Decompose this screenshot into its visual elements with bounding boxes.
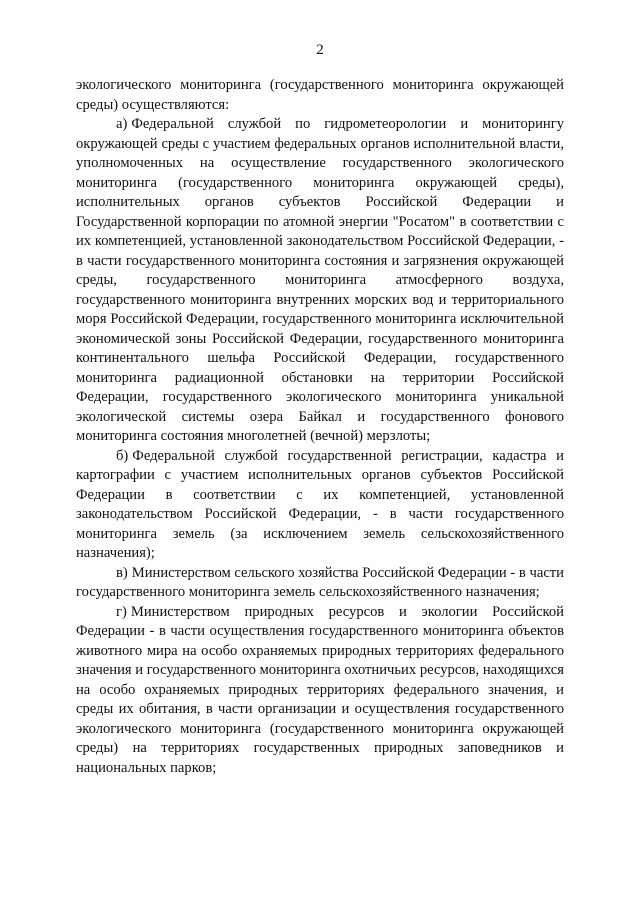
paragraph-text: экологического мониторинга (государственного мониторинга окружающей среды) осуществляются:: [76, 77, 564, 113]
paragraph-item-b: [76, 447, 564, 564]
paragraph-text: Министерством природных ресурсов и экологии Российской Федерации - в части осуществления государственного мониторинга объектов животного мира на особо охраняемых природных территориях федерального значения и государственного мониторинга охотничьих ресурсов, находящихся на особо охраняемых природных территориях федерального значения, и среды их обитания, в части организации и осуществления государственного экологического мониторинга (государственного мониторинга окружающей среды) на территориях государственных природных заповедников и национальных парков;: [76, 603, 564, 776]
paragraph-text: Федеральной службой государственной регистрации, кадастра и картографии с участием исполнительных органов субъектов Российской Федерации в соответствии с их компетенцией, установленной законодательством Российской Федерации, - в части государственного мониторинга земель (за исключением земель сельскохозяйственного назначения);: [76, 447, 564, 561]
paragraph-text: Федеральной службой по гидрометеорологии и мониторингу окружающей среды с участием федеральных органов исполнительной власти, уполномоченных на осуществление государственного экологического мониторинга (государственного мониторинга окружающей среды), исполнительных органов субъектов Российской Федерации и Государственной корпорации по атомной энергии "Росатом" в соответствии с их компетенцией, установленной законодательством Российской Федерации, - в части государственного мониторинга состояния и загрязнения окружающей среды, государственного мониторинга атмосферного воздуха, государственного мониторинга внутренних морских вод и территориального моря Российской Федерации, государственного мониторинга исключительной экономической зоны Российской Федерации, государственного мониторинга континентального шельфа Российской Федерации, государственного мониторинга радиационной обстановки на территории Российской Федерации, государственного экологического мониторинга уникальной экологической системы озера Байкал и государственного фонового мониторинга состояния многолетней (вечной) мерзлоты;: [76, 116, 564, 444]
paragraph-item-a: [76, 115, 564, 447]
document-body: [76, 76, 564, 778]
item-label-g: г): [116, 603, 127, 620]
item-label-a: а): [116, 116, 128, 132]
paragraph-item-g: [76, 603, 564, 779]
paragraph-text: Министерством сельского хозяйства Российской Федерации - в части государственного мониторинга земель сельскохозяйственного назначения;: [76, 564, 564, 600]
paragraph-continuation: [76, 76, 564, 115]
page-number: 2: [316, 42, 324, 58]
paragraph-item-v: [76, 564, 564, 603]
item-label-b: б): [116, 447, 129, 464]
item-label-v: в): [116, 564, 128, 581]
